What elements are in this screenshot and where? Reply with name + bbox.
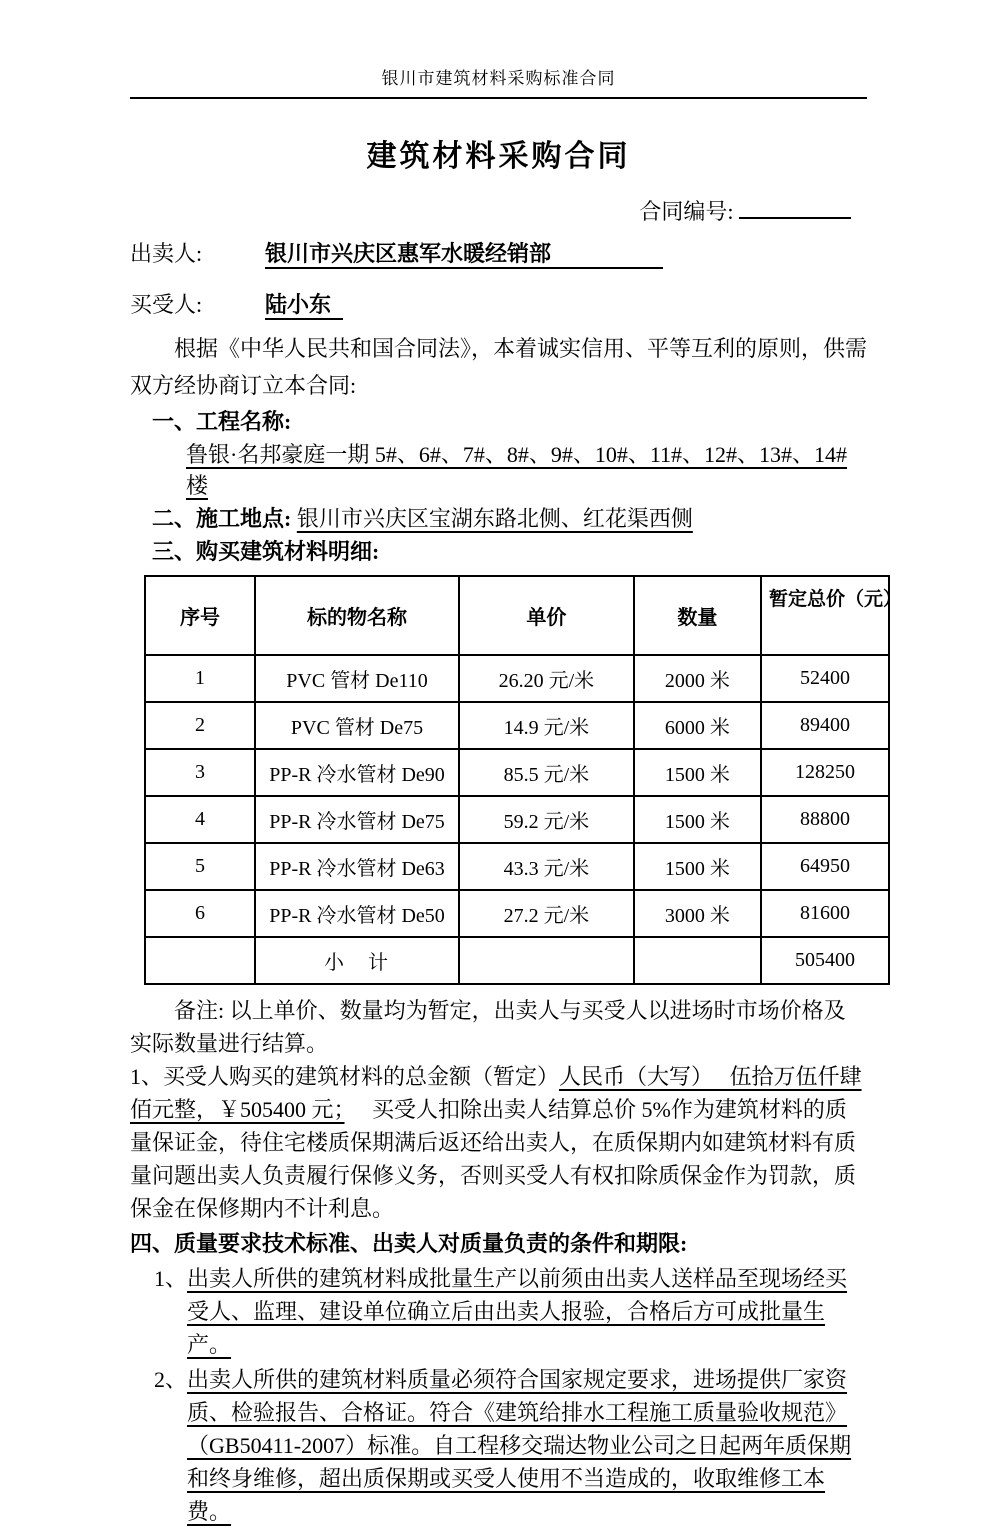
section1-value-line: [186, 439, 867, 501]
section2-line: [152, 503, 867, 534]
subtotal-empty-qty: [634, 937, 761, 984]
header-provisional-total: 暂定总价（元）: [761, 576, 889, 655]
cell-total: 64950: [761, 843, 889, 890]
cell-quantity: 1500 米: [634, 796, 761, 843]
cell-unit-price: 26.20 元/米: [459, 655, 634, 702]
table-row: [145, 749, 889, 796]
materials-table: [144, 575, 903, 985]
cell-seq: 3: [145, 749, 255, 796]
cell-unit-price: 59.2 元/米: [459, 796, 634, 843]
contract-number-label: 合同编号:: [639, 199, 734, 224]
table-row: [145, 796, 889, 843]
cell-unit-price: 85.5 元/米: [459, 749, 634, 796]
cell-seq: 4: [145, 796, 255, 843]
header-rule: [130, 97, 867, 99]
clause1-prefix: 1、买受人购买的建筑材料的总金额（暂定）: [130, 1064, 560, 1089]
section4-title: 四、质量要求技术标准、出卖人对质量负责的条件和期限:: [130, 1231, 688, 1256]
section3-title: 三、购买建筑材料明细:: [152, 539, 380, 564]
table-header-row: [145, 576, 889, 655]
header-seq: 序号: [145, 576, 255, 655]
cell-seq: 6: [145, 890, 255, 937]
section3-title-line: [152, 536, 867, 567]
subtotal-value: 505400: [761, 937, 889, 984]
cell-item-name: PP-R 冷水管材 De63: [255, 843, 459, 890]
quality-item-1-number: 1、: [154, 1266, 188, 1291]
quality-item-2-text: 出卖人所供的建筑材料质量必须符合国家规定要求，进场提供厂家资质、检验报告、合格证。符合《建筑给排水工程施工质量验收规范》（GB50411-2007）标准。自工程移交瑞达物业公司之日起两年质保期和终身维修，超出质保期或买受人使用不当造成的，收取维修工本费。: [187, 1367, 852, 1524]
cell-quantity: 6000 米: [634, 702, 761, 749]
table-row: [145, 702, 889, 749]
cell-item-name: PVC 管材 De110: [255, 655, 459, 702]
document-running-header: [130, 64, 867, 89]
construction-site-value: 银川市兴庆区宝湖东路北侧、红花渠西侧: [296, 506, 693, 531]
table-row: [145, 890, 889, 937]
document-title: 建筑材料采购合同: [366, 140, 631, 173]
cell-item-name: PP-R 冷水管材 De75: [255, 796, 459, 843]
subtotal-label: 小 计: [255, 937, 459, 984]
cell-quantity: 1500 米: [634, 843, 761, 890]
seller-value: 银川市兴庆区惠军水暖经销部: [265, 241, 663, 269]
cell-seq: 5: [145, 843, 255, 890]
project-name-value: 鲁银·名邦豪庭一期 5#、6#、7#、8#、9#、10#、11#、12#、13#、14#楼: [186, 442, 848, 498]
header-item-name: 标的物名称: [255, 576, 459, 655]
quality-item-2: [154, 1363, 867, 1528]
quality-item-2-number: 2、: [154, 1367, 188, 1392]
section1-title: 一、工程名称:: [152, 409, 292, 434]
header-quantity: 数量: [634, 576, 761, 655]
contract-number-blank-field: [739, 197, 851, 219]
clause1-amount-underlined: 人民币（大写） 伍拾万伍仟肆佰元整，￥505400 元；: [130, 1064, 862, 1122]
section1-title-line: [152, 406, 867, 437]
subtotal-row: [145, 937, 889, 984]
clause1-paragraph: [130, 1060, 867, 1225]
header-unit-price: 单价: [459, 576, 634, 655]
subtotal-empty-seq: [145, 937, 255, 984]
preamble-paragraph: 根据《中华人民共和国合同法》，本着诚实信用、平等互利的原则，供需双方经协商订立本合同:: [130, 336, 868, 398]
cell-quantity: 3000 米: [634, 890, 761, 937]
cell-item-name: PVC 管材 De75: [255, 702, 459, 749]
contract-number-line: [130, 195, 867, 226]
clause1-rest: 买受人扣除出卖人结算总价 5%作为建筑材料的质量保证金，待住宅楼质保期满后返还给出卖人，在质保期内如建筑材料有质量问题出卖人负责履行保修义务，否则买受人有权扣除质保金作为罚款，质保金在保修期内不计利息。: [130, 1097, 857, 1221]
cell-quantity: 1500 米: [634, 749, 761, 796]
cell-total: 52400: [761, 655, 889, 702]
cell-total: 128250: [761, 749, 889, 796]
buyer-line: [130, 290, 867, 328]
remark-paragraph: 备注: 以上单价、数量均为暂定，出卖人与买受人以进场时市场价格及实际数量进行结算。: [130, 998, 846, 1056]
cell-unit-price: 14.9 元/米: [459, 702, 634, 749]
cell-item-name: PP-R 冷水管材 De50: [255, 890, 459, 937]
subtotal-empty-price: [459, 937, 634, 984]
cell-seq: 2: [145, 702, 255, 749]
buyer-value: 陆小东: [265, 292, 343, 320]
section2-title: 二、施工地点:: [152, 506, 292, 531]
seller-label: 出卖人:: [130, 241, 203, 266]
cell-unit-price: 43.3 元/米: [459, 843, 634, 890]
table-row: [145, 843, 889, 890]
cell-total: 89400: [761, 702, 889, 749]
cell-total: 81600: [761, 890, 889, 937]
cell-total: 88800: [761, 796, 889, 843]
quality-item-1-text: 出卖人所供的建筑材料成批量生产以前须由出卖人送样品至现场经买受人、监理、建设单位确立后由出卖人报验，合格后方可成批量生产。: [187, 1266, 848, 1357]
running-header-text: 银川市建筑材料采购标准合同: [381, 69, 616, 88]
cell-unit-price: 27.2 元/米: [459, 890, 634, 937]
buyer-label: 买受人:: [130, 292, 203, 317]
cell-quantity: 2000 米: [634, 655, 761, 702]
seller-line: [130, 239, 867, 277]
table-row: [145, 655, 889, 702]
cell-seq: 1: [145, 655, 255, 702]
cell-item-name: PP-R 冷水管材 De90: [255, 749, 459, 796]
quality-item-1: [154, 1262, 867, 1361]
